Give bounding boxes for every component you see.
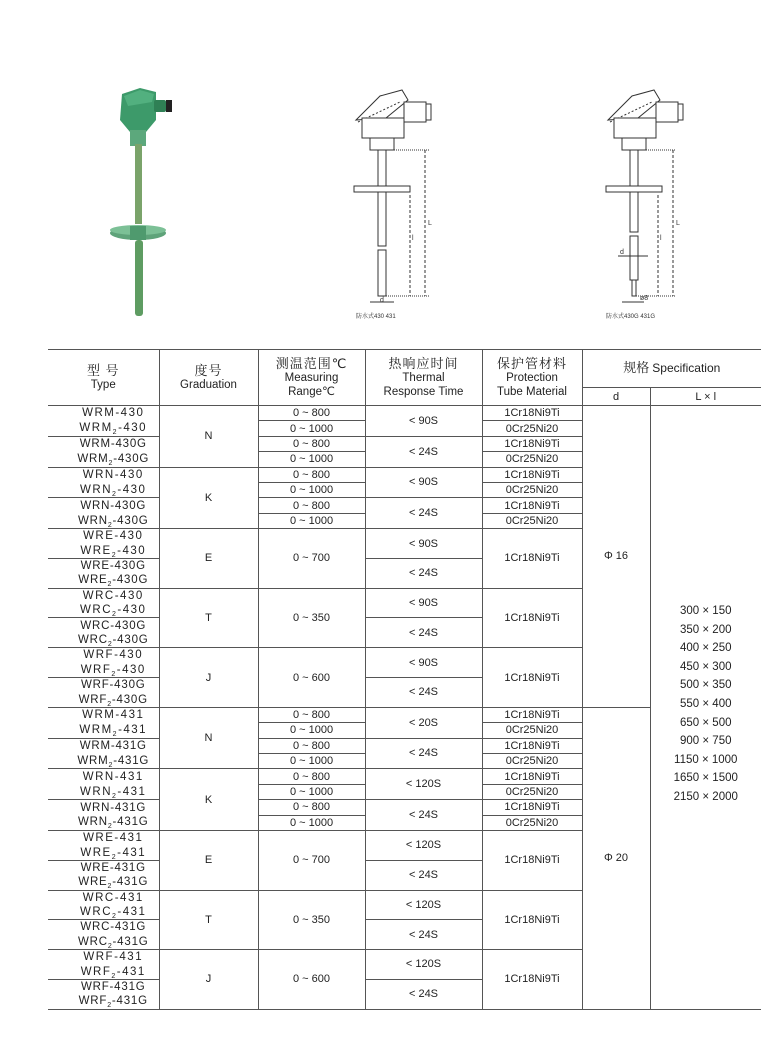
cell-type: $WRC_2-431$: [48, 905, 159, 920]
cell-graduation: J: [159, 648, 258, 708]
cell-type: $WRN_2-430G$: [48, 513, 159, 528]
cell-type: WRF-431: [48, 950, 159, 965]
table-row: [48, 406, 761, 421]
cell-type: WRF-430: [48, 648, 159, 663]
cell-type: $WRC_2-431G$: [48, 935, 159, 950]
cell-response: < 90S: [365, 406, 482, 437]
cell-range: 0 ~ 1000: [258, 421, 365, 436]
length-option: 400 × 250: [680, 642, 732, 655]
cell-range: 0 ~ 1000: [258, 784, 365, 799]
cell-response: < 120S: [365, 950, 482, 980]
header-range: 测温范围℃ Measuring Range℃: [258, 350, 365, 406]
cell-material: 1Cr18Ni9Ti: [482, 467, 582, 482]
cell-diameter: Φ 20: [582, 707, 650, 1009]
cell-type: WRE-431: [48, 830, 159, 845]
spec-table: [48, 349, 761, 1010]
header-material: 保护管材料 Protection Tube Material: [482, 350, 582, 406]
cell-range: 0 ~ 800: [258, 800, 365, 815]
header-spec: 规格 Specification: [582, 350, 761, 388]
cell-type: $WRM_2-431G$: [48, 753, 159, 768]
cell-type: WRN-430: [48, 467, 159, 482]
cell-material: 0Cr25Ni20: [482, 753, 582, 768]
cell-type: WRM-431: [48, 707, 159, 722]
cell-type: WRC-431G: [48, 920, 159, 935]
thermocouple-photo: [100, 80, 180, 320]
cell-response: < 24S: [365, 860, 482, 890]
header-type: 型 号 Type: [48, 350, 159, 406]
cell-range: 0 ~ 350: [258, 588, 365, 648]
cell-material: 1Cr18Ni9Ti: [482, 529, 582, 589]
length-option: 650 × 500: [680, 716, 732, 729]
cell-type: WRF-431G: [48, 979, 159, 994]
cell-type: $WRM_2-430G$: [48, 452, 159, 467]
cell-range: 0 ~ 1000: [258, 482, 365, 497]
cell-type: WRM-430: [48, 406, 159, 421]
cell-material: 0Cr25Ni20: [482, 482, 582, 497]
cell-type: $WRN_2-430$: [48, 482, 159, 497]
cell-response: < 120S: [365, 890, 482, 920]
cell-diameter: Φ 16: [582, 406, 650, 708]
length-option: 1150 × 1000: [674, 753, 738, 766]
cell-graduation: K: [159, 769, 258, 831]
cell-response: < 90S: [365, 467, 482, 498]
cell-material: 1Cr18Ni9Ti: [482, 738, 582, 753]
cell-graduation: T: [159, 890, 258, 950]
cell-material: 0Cr25Ni20: [482, 784, 582, 799]
flange-icon: [110, 225, 166, 240]
cell-graduation: N: [159, 707, 258, 769]
length-option: 500 × 350: [680, 679, 732, 692]
cell-type: WRC-430: [48, 588, 159, 603]
cell-type: $WRF_2-430$: [48, 663, 159, 678]
cell-range: 0 ~ 1000: [258, 723, 365, 738]
cell-range: 0 ~ 700: [258, 830, 365, 890]
cell-type: WRM-431G: [48, 738, 159, 753]
lower-stem: [135, 240, 143, 316]
caption-430G: 防水式430G 431G: [606, 314, 656, 320]
cell-response: < 24S: [365, 800, 482, 831]
header-lxl: L × l: [650, 388, 761, 406]
dim-l: l: [660, 235, 662, 242]
cell-type: $WRE_2-431$: [48, 845, 159, 860]
cell-material: 1Cr18Ni9Ti: [482, 830, 582, 890]
cell-material: 1Cr18Ni9Ti: [482, 890, 582, 950]
cell-type: $WRN_2-431$: [48, 784, 159, 799]
cell-response: < 20S: [365, 707, 482, 738]
upper-tube: [378, 150, 386, 186]
cell-range: 0 ~ 600: [258, 648, 365, 708]
dim-d: d: [380, 297, 384, 304]
flange: [354, 186, 410, 192]
cell-type: WRF-430G: [48, 678, 159, 693]
dim-d: d: [620, 249, 624, 256]
cell-range: 0 ~ 800: [258, 707, 365, 722]
cell-type: WRE-431G: [48, 860, 159, 875]
dim-l: l: [412, 235, 414, 242]
cell-graduation: N: [159, 406, 258, 468]
length-option: 450 × 300: [680, 660, 732, 673]
cell-lengths: [650, 406, 761, 1010]
cell-material: 1Cr18Ni9Ti: [482, 588, 582, 648]
cell-range: 0 ~ 800: [258, 406, 365, 421]
length-option: 2150 × 2000: [673, 790, 738, 803]
cell-graduation: J: [159, 950, 258, 1010]
cell-material: 0Cr25Ni20: [482, 513, 582, 528]
cell-material: 1Cr18Ni9Ti: [482, 800, 582, 815]
cell-material: 1Cr18Ni9Ti: [482, 950, 582, 1010]
cell-response: < 90S: [365, 588, 482, 618]
cell-response: < 24S: [365, 436, 482, 467]
cell-range: 0 ~ 800: [258, 498, 365, 513]
cell-range: 0 ~ 1000: [258, 513, 365, 528]
upper-stem: [135, 144, 142, 224]
length-option: 300 × 150: [680, 605, 732, 617]
cell-type: WRC-431: [48, 890, 159, 905]
cell-range: 0 ~ 800: [258, 738, 365, 753]
cell-response: < 120S: [365, 769, 482, 800]
length-option: 900 × 750: [680, 735, 732, 748]
cell-response: < 24S: [365, 920, 482, 950]
table-body: [48, 406, 761, 1010]
cell-type: $WRF_2-431G$: [48, 994, 159, 1009]
cell-type: $WRE_2-430G$: [48, 573, 159, 588]
length-option: 550 × 400: [680, 697, 732, 710]
head-body: [362, 118, 404, 138]
cell-type: WRN-431G: [48, 800, 159, 815]
cell-material: 1Cr18Ni9Ti: [482, 769, 582, 784]
dim-L: L: [676, 220, 680, 227]
cell-type: $WRF_2-431$: [48, 964, 159, 979]
cell-type: $WRE_2-431G$: [48, 875, 159, 890]
cell-graduation: T: [159, 588, 258, 648]
cell-material: 0Cr25Ni20: [482, 723, 582, 738]
cell-range: 0 ~ 350: [258, 890, 365, 950]
length-option: 350 × 200: [680, 623, 732, 636]
cell-graduation: E: [159, 830, 258, 890]
cell-range: 0 ~ 1000: [258, 753, 365, 768]
header-response: 热响应时间 Thermal Response Time: [365, 350, 482, 406]
cell-type: $WRE_2-430$: [48, 544, 159, 559]
cell-material: 1Cr18Ni9Ti: [482, 648, 582, 708]
cell-type: WRN-431: [48, 769, 159, 784]
header-graduation: 度号 Graduation: [159, 350, 258, 406]
cell-type: $WRF_2-430G$: [48, 692, 159, 707]
caption-430: 防水式430 431: [356, 314, 396, 320]
cell-response: < 90S: [365, 529, 482, 559]
cell-response: < 24S: [365, 558, 482, 588]
cell-material: 1Cr18Ni9Ti: [482, 707, 582, 722]
cell-type: WRM-430G: [48, 436, 159, 451]
cell-type: WRE-430G: [48, 558, 159, 573]
cell-type: $WRC_2-430G$: [48, 633, 159, 648]
cell-material: 0Cr25Ni20: [482, 452, 582, 467]
cell-material: 1Cr18Ni9Ti: [482, 406, 582, 421]
header-d: d: [582, 388, 650, 406]
head-cap: [356, 90, 408, 120]
cell-range: 0 ~ 800: [258, 436, 365, 451]
cell-graduation: E: [159, 529, 258, 589]
cell-graduation: K: [159, 467, 258, 529]
cell-response: < 24S: [365, 738, 482, 769]
cell-type: WRE-430: [48, 529, 159, 544]
cell-range: 0 ~ 700: [258, 529, 365, 589]
cell-response: < 24S: [365, 498, 482, 529]
cell-type: $WRM_2-431$: [48, 723, 159, 738]
lower-tube: [378, 250, 386, 296]
cell-type: $WRM_2-430$: [48, 421, 159, 436]
cell-type: $WRN_2-431G$: [48, 815, 159, 830]
drawing-430G: [596, 80, 706, 310]
cell-response: < 24S: [365, 618, 482, 648]
dim-tip: ø8: [640, 295, 649, 302]
cell-response: < 24S: [365, 678, 482, 708]
cell-range: 0 ~ 600: [258, 950, 365, 1010]
cell-material: 0Cr25Ni20: [482, 815, 582, 830]
cell-material: 1Cr18Ni9Ti: [482, 436, 582, 451]
cell-range: 0 ~ 800: [258, 769, 365, 784]
cell-range: 0 ~ 1000: [258, 815, 365, 830]
cell-material: 1Cr18Ni9Ti: [482, 498, 582, 513]
cell-type: WRC-430G: [48, 618, 159, 633]
cell-type: WRN-430G: [48, 498, 159, 513]
cell-response: < 120S: [365, 830, 482, 860]
length-option: 1650 × 1500: [673, 772, 738, 785]
junction-box-icon: [120, 88, 172, 146]
cell-type: $WRC_2-430$: [48, 603, 159, 618]
cell-material: 0Cr25Ni20: [482, 421, 582, 436]
dim-L: L: [428, 220, 432, 227]
cell-range: 0 ~ 800: [258, 467, 365, 482]
cell-response: < 90S: [365, 648, 482, 678]
cell-range: 0 ~ 1000: [258, 452, 365, 467]
cell-response: < 24S: [365, 979, 482, 1009]
drawing-430: [340, 80, 450, 310]
